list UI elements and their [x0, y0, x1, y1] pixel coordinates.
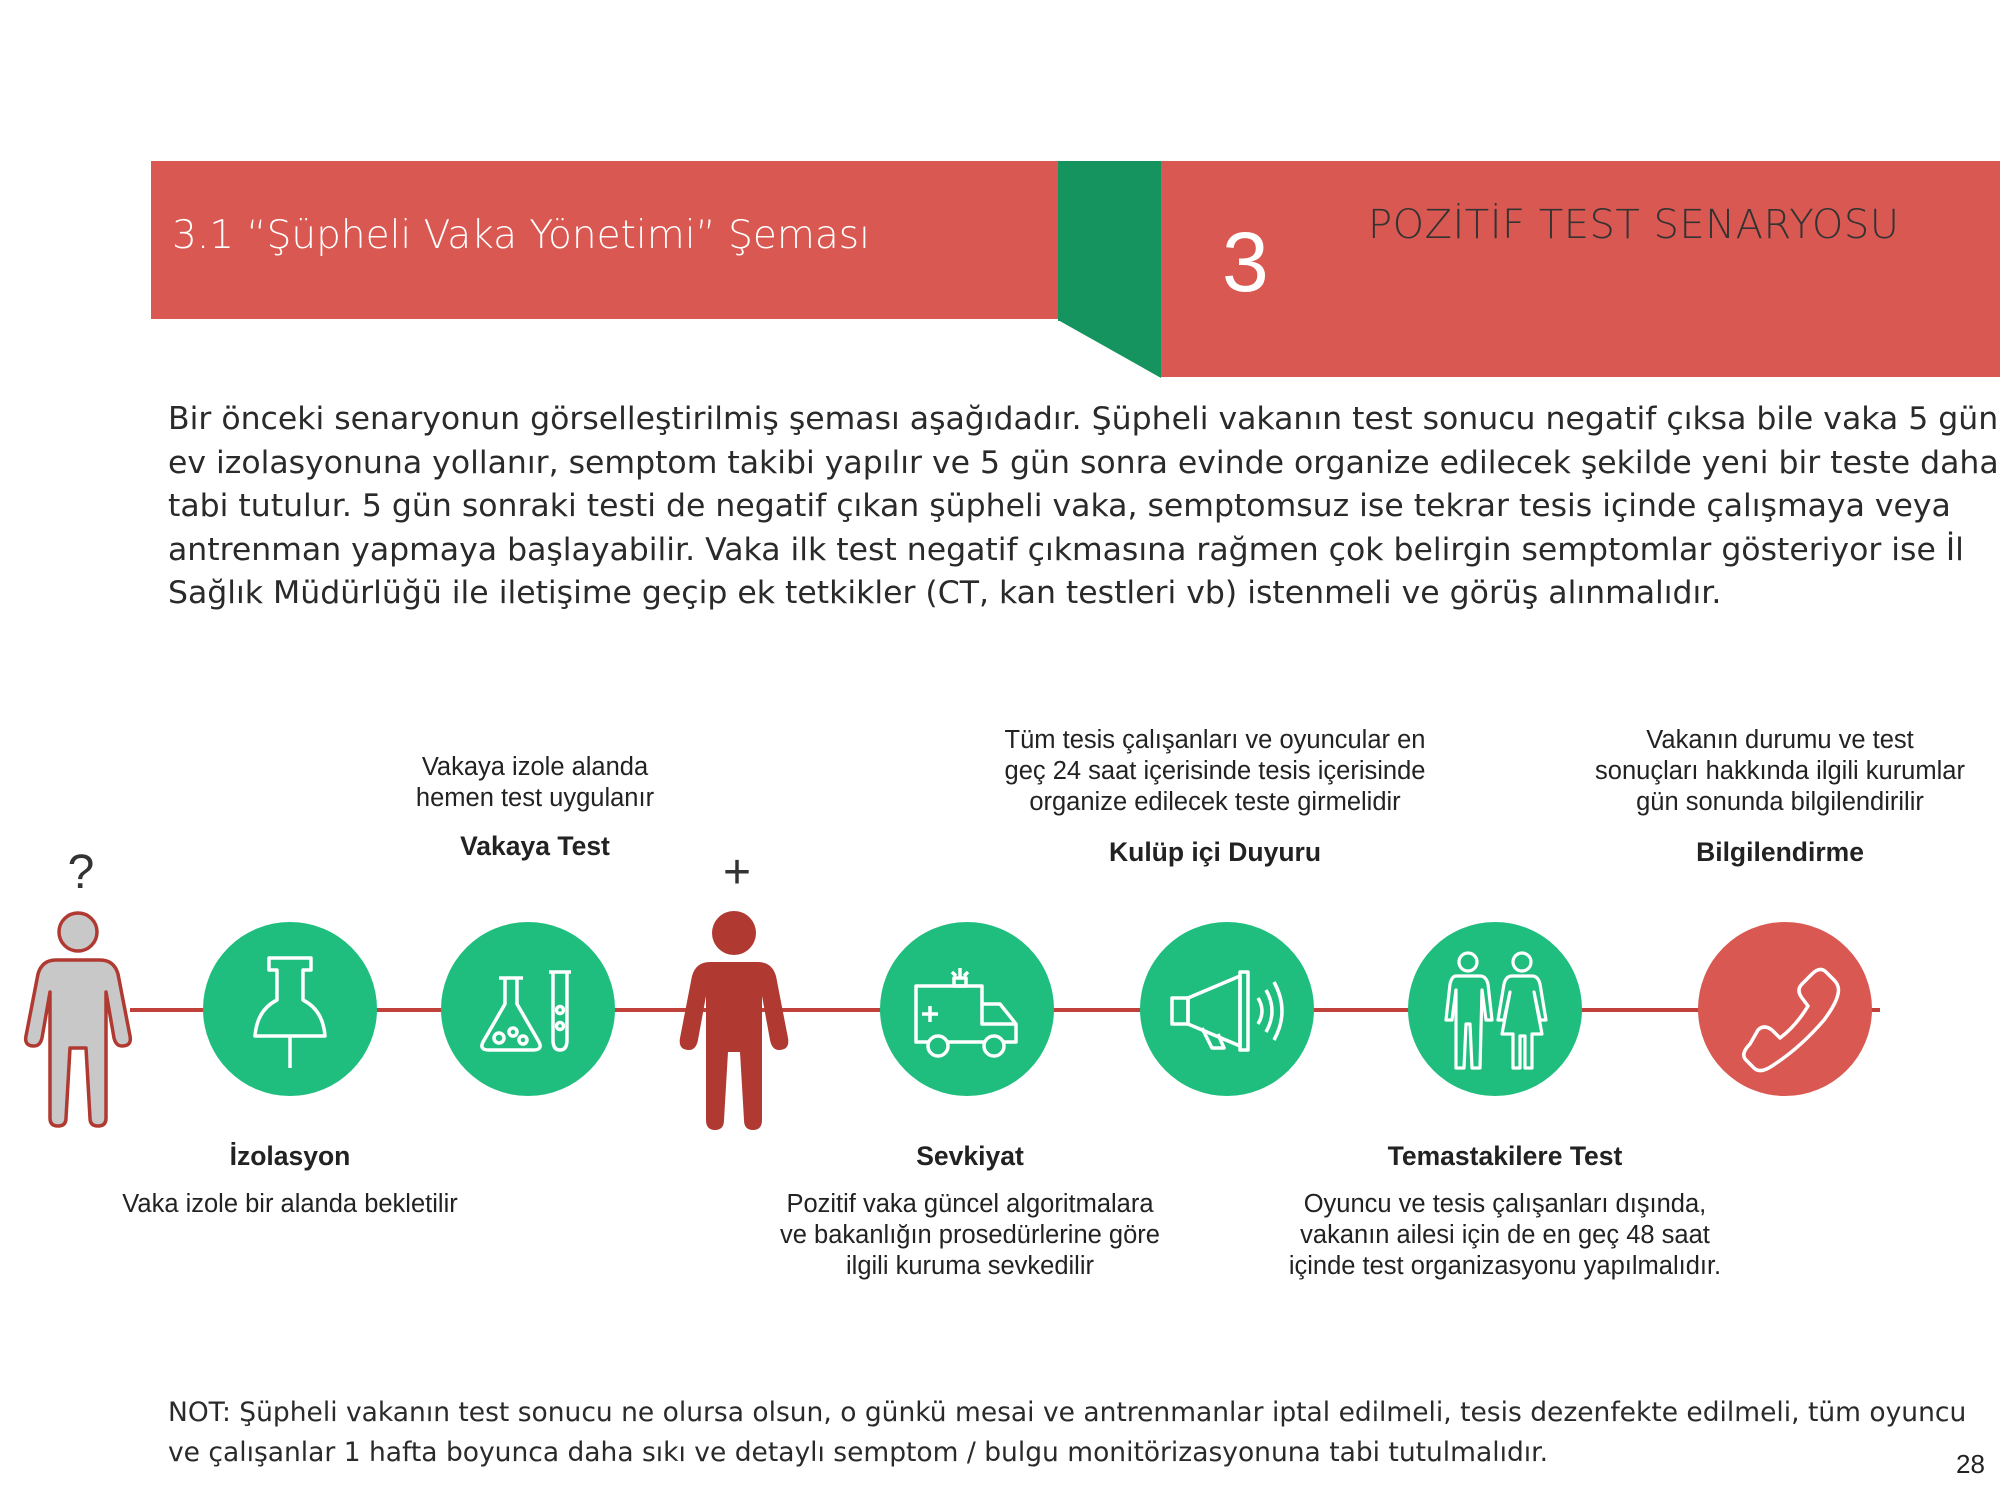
step-title-patient-test: Vakaya Test	[460, 831, 610, 861]
lab-flask-icon	[463, 944, 593, 1074]
step-desc-announcement-line3: organize edilecek teste girmelidir	[1029, 788, 1401, 816]
step-title-isolation: İzolasyon	[229, 1141, 351, 1171]
step-title-contact-test: Temastakilere Test	[1387, 1141, 1623, 1171]
step-desc-announcement-line2: geç 24 saat içerisinde tesis içerisinde	[1004, 757, 1426, 785]
banner-fold-shape	[1058, 300, 1161, 378]
megaphone-icon	[1162, 944, 1292, 1074]
step-title-referral: Sevkiyat	[916, 1141, 1024, 1171]
contact-test-step-circle	[1408, 922, 1582, 1096]
step-desc-announcement-line1: Tüm tesis çalışanları ve oyuncular en	[1004, 726, 1426, 754]
isolation-step-circle	[203, 922, 377, 1096]
plus-symbol: +	[722, 846, 752, 899]
banner-green-tab	[1058, 161, 1161, 321]
step-desc-referral-line3: ilgili kuruma sevkedilir	[846, 1252, 1094, 1280]
step-title-announcement: Kulüp içi Duyuru	[1109, 837, 1321, 867]
family-icon	[1430, 944, 1560, 1074]
step-desc-contact-test-line3: içinde test organizasyonu yapılmalıdır.	[1288, 1252, 1722, 1280]
question-mark-symbol: ?	[67, 846, 95, 899]
step-desc-notification-line3: gün sonunda bilgilendirilir	[1636, 788, 1924, 816]
intro-paragraph: Bir önceki senaryonun görselleştirilmiş şeması aşağıdadır. Şüpheli vakanın test sonucu negatif çıksa bile vaka 5 gün ev izolasyonuna yollanır, semptom takibi yapılır ve 5 gün sonra evinde organize edilecek şekilde yeni bir teste daha tabi tutulur. 5 gün sonraki testi de negatif çıkan şüpheli vaka, semptomsuz ise tekrar tesis içinde çalışmaya veya antrenman yapmaya başlayabilir. Vaka ilk test negatif çıkmasına rağmen çok belirgin semptomlar gösteriyor ise İl Sağlık Müdürlüğü ile iletişime geçip ek tetkikler (CT, kan testleri vb) istenmeli ve görüş alınmalıdır.	[168, 401, 1999, 611]
section-title: 3.1 “Şüpheli Vaka Yönetimi” Şeması	[172, 213, 870, 258]
step-desc-patient-test-line2: hemen test uygulanır	[415, 784, 655, 812]
step-title-notification: Bilgilendirme	[1696, 837, 1864, 867]
chapter-number: 3	[1222, 215, 1269, 309]
phone-icon	[1720, 944, 1850, 1074]
step-desc-isolation: Vaka izole bir alanda bekletilir	[122, 1190, 458, 1218]
positive-person-icon	[678, 910, 790, 1132]
chapter-title: POZİTİF TEST SENARYOSU	[1368, 202, 1900, 248]
step-desc-contact-test-line1: Oyuncu ve tesis çalışanları dışında,	[1303, 1190, 1707, 1218]
notification-step-circle	[1698, 922, 1872, 1096]
step-desc-patient-test-line1: Vakaya izole alanda	[421, 753, 649, 781]
footer-note: NOT: Şüpheli vakanın test sonucu ne olursa olsun, o günkü mesai ve antrenmanlar iptal edilmeli, tesis dezenfekte edilmeli, tüm oyuncu ve çalışanlar 1 hafta boyunca daha sıkı ve detaylı semptom / bulgu monitörizasyonuna tabi tutulmalıdır.	[168, 1397, 1967, 1468]
step-desc-referral-line1: Pozitif vaka güncel algoritmalara	[786, 1190, 1154, 1218]
step-desc-contact-test-line2: vakanın ailesi için de en geç 48 saat	[1300, 1221, 1710, 1249]
ambulance-icon	[902, 944, 1032, 1074]
push-pin-icon	[225, 944, 355, 1074]
page-number: 28	[1956, 1449, 1985, 1479]
club-announcement-step-circle	[1140, 922, 1314, 1096]
referral-step-circle	[880, 922, 1054, 1096]
suspect-person-icon	[22, 908, 134, 1130]
step-desc-notification-line1: Vakanın durumu ve test	[1646, 726, 1914, 754]
patient-test-step-circle	[441, 922, 615, 1096]
step-desc-notification-line2: sonuçları hakkında ilgili kurumlar	[1595, 757, 1965, 785]
step-desc-referral-line2: ve bakanlığın prosedürlerine göre	[780, 1221, 1160, 1249]
chapter-banner	[1161, 161, 2000, 377]
